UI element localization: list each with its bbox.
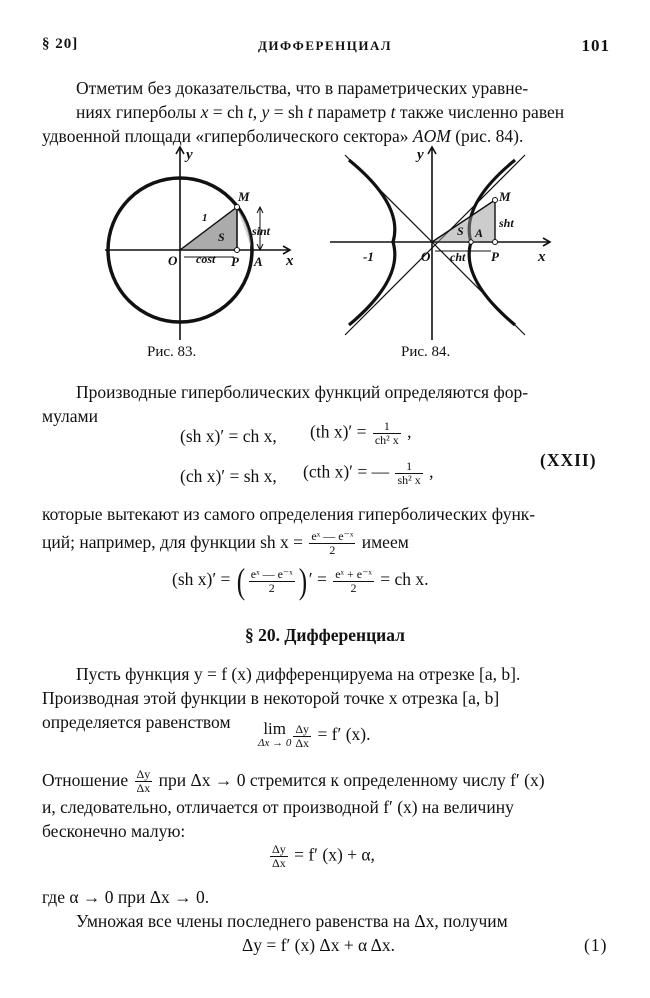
p3-line2: ций; например, для функции sh x = $\frac{\text{eˣ — e⁻ˣ}}{2}$ имеем <box>42 529 409 558</box>
p4-line2: Производная этой функции в некоторой точке x отрезка [a, b] <box>42 688 500 708</box>
fig84-y-label: y <box>417 147 424 163</box>
equation-1-increment: Δy = f′ (x) Δx + α Δx. <box>242 935 396 955</box>
equation-1-label: (1) <box>584 935 608 955</box>
equation-derivative-limit: lim Δx → 0 $\frac{\Delta y}{\Delta x}$ = f′ (x). <box>258 719 371 750</box>
fig83-O-label: O <box>168 253 178 268</box>
fig84-A-label: A <box>475 226 484 240</box>
fig83-P-label: P <box>231 254 239 269</box>
p1-line3: удвоенной площади «гиперболического сектора» AOM (рис. 84). <box>42 126 524 146</box>
fig84-ch-label: cht <box>450 250 466 264</box>
header-section-ref: § 20] <box>42 36 79 52</box>
paragraph-ratio-limit <box>42 768 608 843</box>
figure-84-hyperbola <box>325 145 560 345</box>
fig83-x-label: x <box>286 253 294 269</box>
fig83-one-label: 1 <box>202 212 208 224</box>
p2-line1: Производные гиперболических функций определяются фор- <box>76 382 529 402</box>
paragraph-multiply-delta <box>42 885 608 933</box>
paragraph-derivation-example <box>42 502 608 557</box>
fig83-S-label: S <box>218 230 225 244</box>
fig84-O-label: O <box>421 249 431 264</box>
p1-line1: Отметим без доказательства, что в параметрических уравне- <box>76 78 529 98</box>
fig84-sh-label: sht <box>499 216 514 230</box>
fig84-P-label: P <box>491 249 499 264</box>
p6-line2: Умножая все члены последнего равенства на Δx, получим <box>76 911 508 931</box>
paragraph-hyperbola-params <box>42 76 608 148</box>
fig83-cos-label: cost <box>196 252 216 266</box>
equation-ratio-plus-alpha: $\frac{\Delta y}{\Delta x}$ = f′ (x) + α, <box>272 842 375 870</box>
header-running-title: ДИФФЕРЕНЦИАЛ <box>257 38 393 53</box>
p4-line1: Пусть функция y = f (x) дифференцируема на отрезке [a, b]. <box>76 664 521 684</box>
section-20-title: § 20. Дифференциал <box>245 625 405 645</box>
p5-line1: Отношение $\frac{\Delta y}{\Delta x}$ при Δx → 0 стремится к определенному числу f′ (x) <box>42 767 545 796</box>
p4-line3: определяется равенством <box>42 712 231 732</box>
formula-ch-derivative: (ch x)′ = sh x, <box>180 466 277 486</box>
formula-sh-derivative: (sh x)′ = ch x, <box>180 426 277 446</box>
p5-line2: и, следовательно, отличается от производной f′ (x) на величину <box>42 797 514 818</box>
fig83-sin-label: sint <box>252 224 271 238</box>
formula-th-derivative: (th x)′ = $\frac{1}{\text{ch² x}}$ , <box>310 419 412 447</box>
figure-84-caption: Рис. 84. <box>401 344 451 360</box>
fig84-minus1-label: -1 <box>363 249 374 264</box>
p3-line1: которые вытекают из самого определения гиперболических функ- <box>42 504 536 524</box>
fig84-S-label: S <box>457 224 464 238</box>
fig84-M-label: M <box>499 189 511 204</box>
p1-line2: ниях гиперболы x = ch t, y = sh t параметр t также численно равен <box>76 102 565 122</box>
fig83-y-label: y <box>186 147 193 163</box>
fig83-A-label: A <box>254 254 263 269</box>
equation-sh-derivative-proof: (sh x)′ = ( $\frac{\text{eˣ — e⁻ˣ}}{2}$ ) ′ = $\frac{\text{eˣ + e⁻ˣ}}{2}$ = ch x. <box>172 561 429 601</box>
figure-83-unit-circle <box>100 145 300 345</box>
formula-cth-derivative: (cth x)′ = — $\frac{1}{\text{sh² x}}$ , <box>303 459 434 487</box>
p5-line3: бесконечно малую: <box>42 821 186 842</box>
p6-line1: где α → 0 при Δx → 0. <box>42 887 210 907</box>
fig84-x-label: x <box>538 249 546 265</box>
header-page-number: 101 <box>581 36 610 55</box>
p2-line2: мулами <box>42 406 98 426</box>
figure-83-caption: Рис. 83. <box>147 344 197 360</box>
fig83-M-label: M <box>238 189 250 204</box>
formula-label-xxii: (XXII) <box>540 450 597 470</box>
